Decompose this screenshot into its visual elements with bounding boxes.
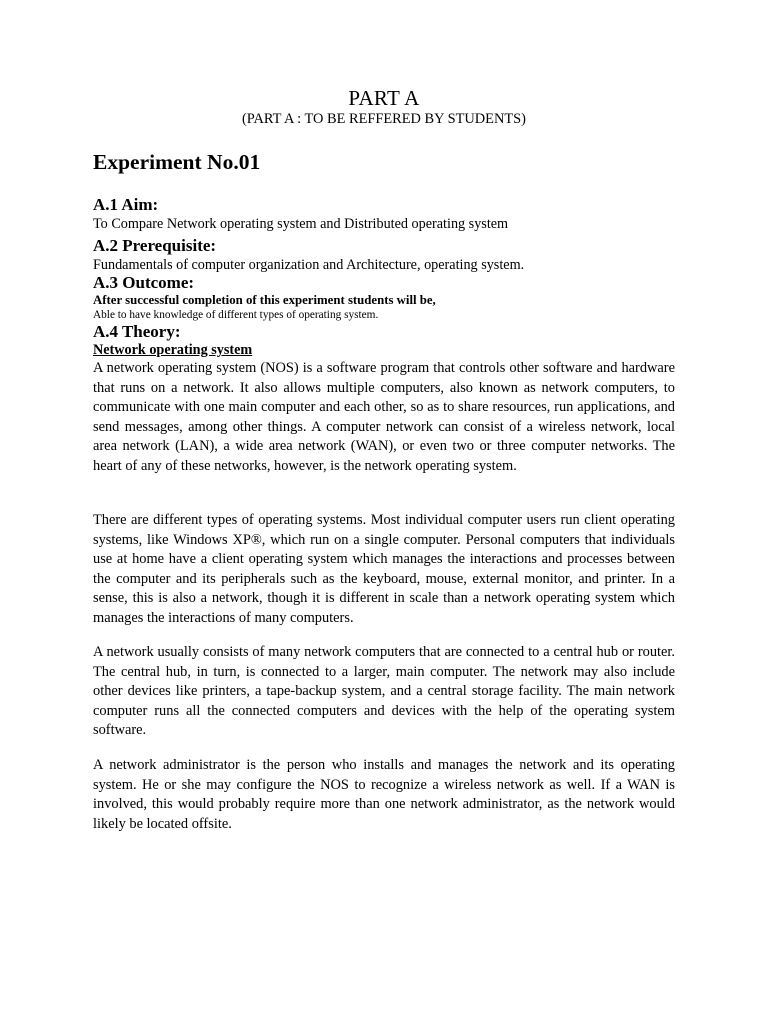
part-title: PART A [348,86,420,110]
theory-paragraph: A network usually consists of many network computers that are connected to a central hub or router. The central hub, in turn, is connected to a larger, main computer. The network may also include other devices like printers, a tape-backup system, and a central storage facility. The main network computer runs all the connected computers and devices with the help of the operating system software. [93,644,675,738]
prerequisite-text: Fundamentals of computer organization and Architecture, operating system. [93,257,525,273]
prerequisite-section [93,236,675,275]
aim-heading: A.1 Aim: [93,195,159,214]
outcome-section [93,273,675,322]
aim-section [93,195,675,234]
theory-paragraph: There are different types of operating systems. Most individual computer users run client operating systems, like Windows XP®, which run on a single computer. Personal computers that individuals use at home have a client operating system which manages the interactions and processes between the computer and its peripherals such as the keyboard, mouse, external monitor, and printer. In a sense, this is also a network, though it is different in scale than a network operating system which manages the interactions of many computers. [93,512,675,626]
outcome-text: Able to have knowledge of different types of operating system. [93,309,379,321]
theory-section [93,322,675,359]
theory-paragraph: A network operating system (NOS) is a software program that controls other software and hardware that runs on a network. It also allows multiple computers, also known as network computers, to communicate with one main computer and each other, so as to share resources, run applications, and send messages, among other things. A computer network can consist of a wireless network, local area network (LAN), a wide area network (WAN), or even two or three computer networks. The heart of any of these networks, however, is the network operating system. [93,360,675,474]
outcome-bold-text: After successful completion of this experiment students will be, [93,293,436,307]
prerequisite-heading: A.2 Prerequisite: [93,236,217,255]
aim-text: To Compare Network operating system and Distributed operating system [93,216,509,232]
theory-paragraph: A network administrator is the person who installs and manages the network and its operating system. He or she may configure the NOS to recognize a wireless network as well. If a WAN is involved, this would probably require more than one network administrator, as the network would likely be located offsite. [93,757,675,832]
experiment-title: Experiment No.01 [93,150,261,174]
outcome-heading: A.3 Outcome: [93,273,195,292]
theory-subheading: Network operating system [93,342,253,358]
theory-heading: A.4 Theory: [93,322,181,341]
part-subtitle: (PART A : TO BE REFFERED BY STUDENTS) [242,111,526,127]
